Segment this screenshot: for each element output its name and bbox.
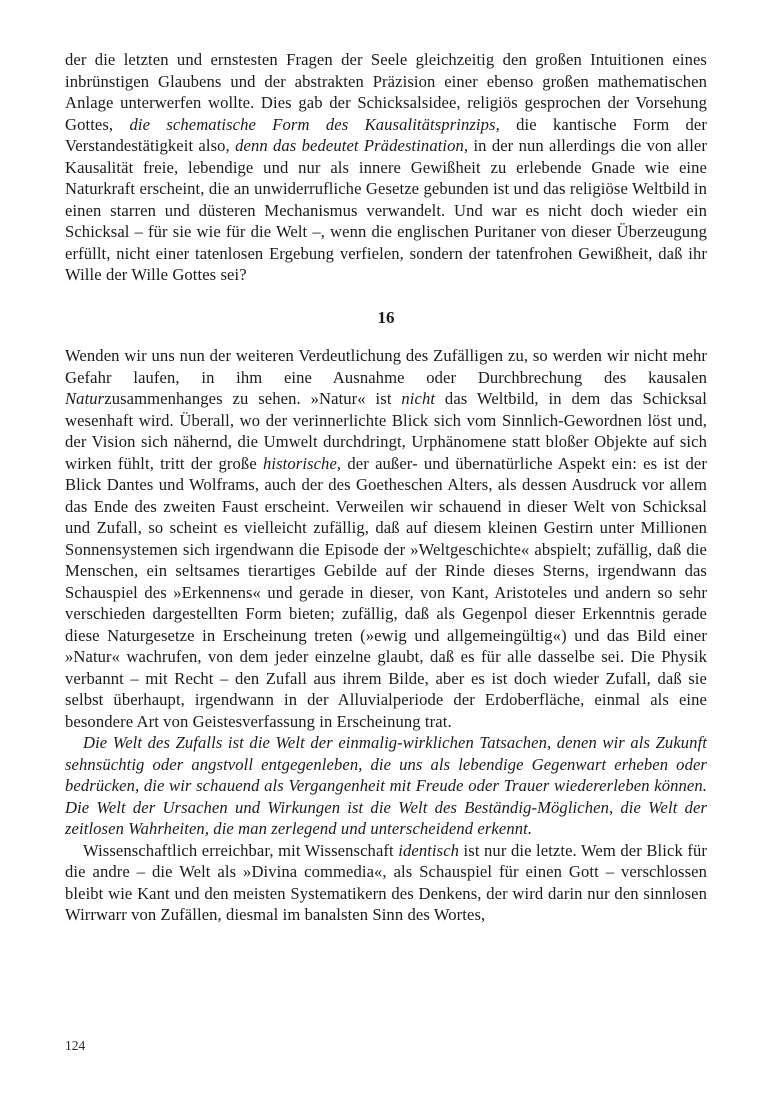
paragraph-3: Die Welt des Zufalls ist die Welt der einmalig-wirklichen Tatsachen, denen wir als Zukunft sehnsüchtig oder angstvoll entgegenleben, die uns als lebendige Gegenwart erheben oder bedrücken, die wir schauend als Vergangenheit mit Freude oder Trauer wiedererleben können. Die Welt der Ursachen und Wirkungen ist die Welt des Beständig-Möglichen, die Welt der zeitlosen Wahrheiten, die man zerlegend und unterscheidend erkennt. [65,733,707,838]
paragraph-1: der die letzten und ernstesten Fragen der Seele gleichzeitig den großen Intuitionen eines inbrünstigen Glaubens und der abstrakten Präzision einer ebenso großen mathematischen Anlage unterwerfen wollte. Dies gab der Schicksalsidee, religiös gesprochen der Vorsehung Gottes, die schematische Form des Kausalitätsprinzips, die kantische Form der Verstandestätigkeit also, denn das bedeutet Prädestination, in der nun allerdings die von aller Kausalität freie, lebendige und nur als innere Gewißheit zu erlebende Gnade wie eine Naturkraft erscheint, die an unwiderrufliche Gesetze gebunden ist und das religiöse Weltbild in einen starren und düsteren Mechanismus verwandelt. Und war es nicht doch wieder ein Schicksal – für sie wie für die Welt –, wenn die englischen Puritaner von dieser Überzeugung erfüllt, nicht einer tatenlosen Ergebung verfielen, sondern der tatenfrohen Gewißheit, daß ihr Wille der Wille Gottes sei? [65,50,708,284]
paragraph-4: Wissenschaftlich erreichbar, mit Wissenschaft identisch ist nur die letzte. Wem der Blick für die andre – die Welt als »Divina commedia«, als Schauspiel für einen Gott – verschlossen bleibt wie Kant und den meisten Systematikern des Denkens, der wird darin nur den sinnlosen Wirrwarr von Zufällen, diesmal im banalsten Sinn des Wortes, [65,840,707,924]
text-column [65,49,707,926]
paragraph-2: Wenden wir uns nun der weiteren Verdeutlichung des Zufälligen zu, so werden wir nicht mehr Gefahr laufen, in ihm eine Ausnahme oder Durchbrechung des kausalen Naturzusammenhanges zu sehen. »Natur« ist nicht das Weltbild, in dem das Schicksal wesenhaft wird. Überall, wo der verinnerlichte Blick sich vom Sinnlich-Gewordnen löst und, der Vision sich nähernd, die Umwelt durchdringt, Urphänomene statt bloßer Objekte auf sich wirken fühlt, tritt der große historische, der außer- und übernatürliche Aspekt ein: es ist der Blick Dantes und Wolframs, auch der des Goetheschen Alters, als dessen Ausdruck vor allem das Ende des zweiten Faust erscheint. Verweilen wir schauend in dieser Welt von Schicksal und Zufall, so scheint es vielleicht zufällig, daß auf diesem kleinen Gestirn unter Millionen Sonnensystemen sich irgendwann die Episode der »Weltgeschichte« abspielt; zufällig, daß die Menschen, ein seltsames tierartiges Gebilde auf der Rinde dieses Sterns, irgendwann das Schauspiel des »Erkennens« und gerade in dieser, von Kant, Aristoteles und andern so sehr verschieden dargestellten Form bieten; zufällig, daß als Gegenpol dieser Erkenntnis gerade diese Naturgesetze in Erscheinung treten (»ewig und allgemeingültig«) und das Bild einer »Natur« wachrufen, von dem jeder einzelne glaubt, daß es für alle dasselbe sei. Die Physik verbannt – mit Recht – den Zufall aus ihrem Bilde, aber es ist doch wieder Zufall, daß sie selbst überhaupt, irgendwann in der Alluvialperiode der Erdoberfläche, einmal als eine besondere Art von Geistesverfassung in Erscheinung trat. [65,346,707,731]
page-number: 124 [65,1038,86,1053]
section-heading: 16 [377,307,395,327]
